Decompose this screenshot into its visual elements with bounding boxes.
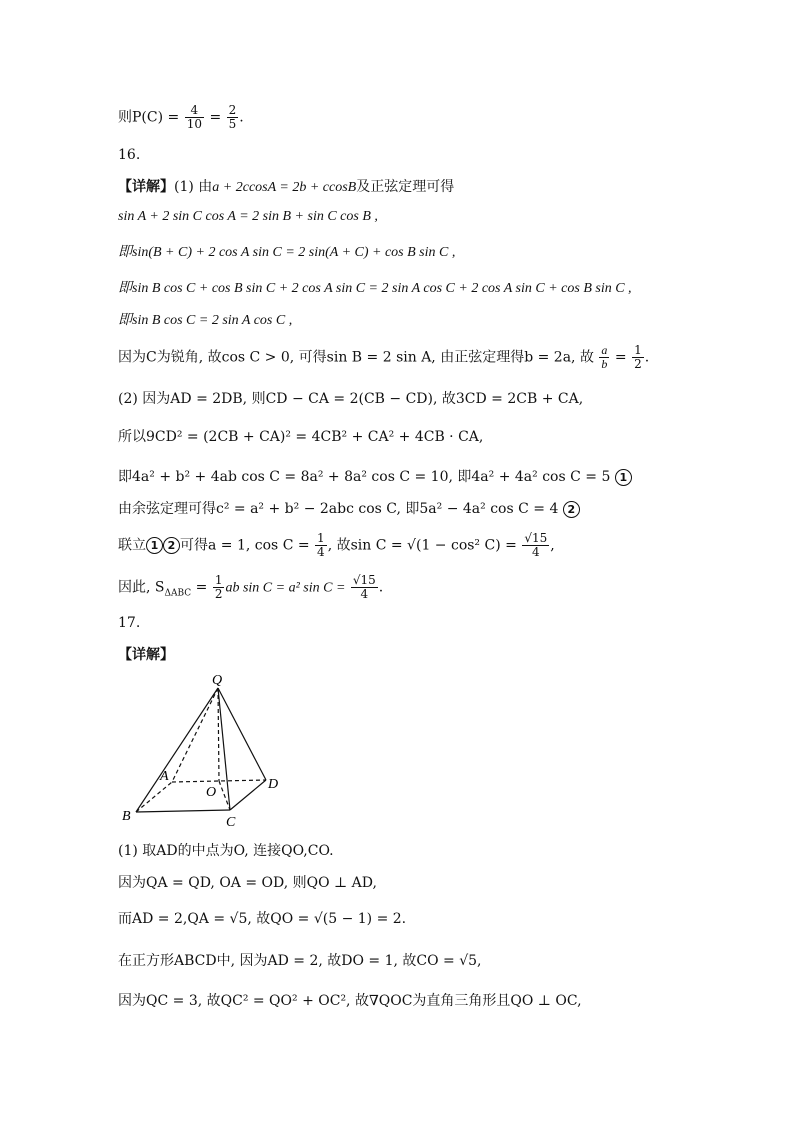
q16-step-7: (2) 因为AD = 2DB, 则CD − CA = 2(CB − CD), 故3CD = 2CB + CA,: [118, 391, 584, 407]
q16-step-2: sin A + 2 sin C cos A = 2 sin B + sin C cos B ,: [118, 209, 378, 224]
step10-text: 由余弦定理可得c² = a² + b² − 2abc cos C, 即5a² − 4a² cos C = 4: [118, 501, 559, 517]
probability-result: [118, 104, 244, 131]
label-q: Q: [212, 673, 223, 688]
label-a: A: [160, 769, 169, 784]
label-c: C: [226, 815, 236, 830]
detail-label: 【详解】: [118, 179, 174, 195]
area-subscript: ΔABC: [164, 588, 192, 599]
circled-number-2: 2: [563, 501, 580, 518]
step6-text: 因为C为锐角, 故cos C > 0, 可得sin B = 2 sin A, 由正弦定理得b = 2a, 故: [118, 349, 594, 366]
fraction-sqrt15-4: $\frac{√15}{4}$: [524, 531, 548, 559]
label-b: B: [122, 809, 131, 824]
period: .: [644, 349, 650, 366]
q16-step-3: 即sin(B + C) + 2 cos A sin C = 2 sin(A + C) + cos B sin C ,: [118, 245, 456, 260]
q17-step-3: 而AD = 2,QA = √5, 故QO = √(5 − 1) = 2.: [118, 911, 407, 927]
pyramid-figure: [118, 670, 298, 830]
q16-step-8: 所以9CD² = (2CB + CA)² = 4CB² + CA² + 4CB · CA,: [118, 429, 484, 445]
equals: =: [195, 579, 208, 596]
edge-bc: [136, 810, 230, 812]
q17-step-1: (1) 取AD的中点为O, 连接QO,CO.: [118, 843, 334, 859]
question-17-number: 17.: [118, 615, 141, 631]
step11-mid2: , 故sin C = √(1 − cos² C) =: [327, 537, 517, 554]
edge-cd: [230, 780, 266, 810]
fraction-a-b: $\frac{a}{b}$: [601, 343, 608, 371]
q17-step-2: 因为QA = QD, OA = OD, 则QO ⊥ AD,: [118, 875, 377, 891]
step9-text: 即4a² + b² + 4ab cos C = 8a² + 8a² cos C = 10, 即4a² + 4a² cos C = 5: [118, 469, 611, 485]
step12-prefix: 因此, S: [118, 579, 165, 596]
fraction-4-10: $\frac{4}{10}$: [186, 103, 202, 131]
fraction-sqrt15-4: $\frac{√15}{4}$: [352, 573, 376, 601]
circled-number-1: 1: [146, 537, 163, 554]
pc-lhs: 则P(C) =: [118, 109, 180, 126]
period: .: [378, 579, 384, 596]
q16-step-4: 即sin B cos C + cos B sin C + 2 cos A sin C = 2 sin A cos C + 2 cos A sin C + cos B sin C ,: [118, 281, 632, 296]
step11-prefix: 联立: [118, 537, 146, 554]
question-16-number: 16.: [118, 147, 141, 163]
period: .: [239, 109, 244, 126]
q16-step-6: [118, 344, 649, 371]
equals: =: [209, 109, 222, 126]
q16-step-1: [118, 178, 454, 197]
q16-step-12: [118, 574, 383, 602]
q17-step-4: 在正方形ABCD中, 因为AD = 2, 故DO = 1, 故CO = √5,: [118, 953, 482, 969]
circled-number-2: 2: [163, 537, 180, 554]
equals: =: [614, 349, 627, 366]
fraction-1-4: $\frac{1}{4}$: [317, 531, 325, 559]
fraction-1-2: $\frac{1}{2}$: [634, 343, 642, 371]
label-o: O: [206, 785, 217, 800]
step1-suffix: 及正弦定理可得: [356, 179, 455, 195]
circled-number-1: 1: [615, 469, 632, 486]
q17-step-5: 因为QC = 3, 故QC² = QO² + OC², 故∇QOC为直角三角形且QO ⊥ OC,: [118, 993, 582, 1009]
q16-step-10: [118, 500, 580, 518]
q16-step-11: [118, 532, 555, 559]
edge-qa-hidden: [172, 688, 218, 782]
fraction-2-5: $\frac{2}{5}$: [228, 103, 237, 131]
step12-mid: ab sin C = a² sin C =: [225, 580, 346, 596]
step1-equation: a + 2ccosA = 2b + ccosB: [212, 180, 357, 195]
fraction-1-2: $\frac{1}{2}$: [214, 573, 223, 601]
comma: ,: [550, 537, 555, 554]
step1-prefix: (1) 由: [174, 179, 213, 195]
detail-label-17: 【详解】: [118, 647, 174, 663]
q16-step-9: [118, 468, 632, 486]
edge-ab-hidden: [136, 782, 172, 812]
step11-mid: 可得a = 1, cos C =: [180, 537, 310, 554]
label-d: D: [268, 777, 279, 792]
q16-step-5: 即sin B cos C = 2 sin A cos C ,: [118, 313, 293, 328]
